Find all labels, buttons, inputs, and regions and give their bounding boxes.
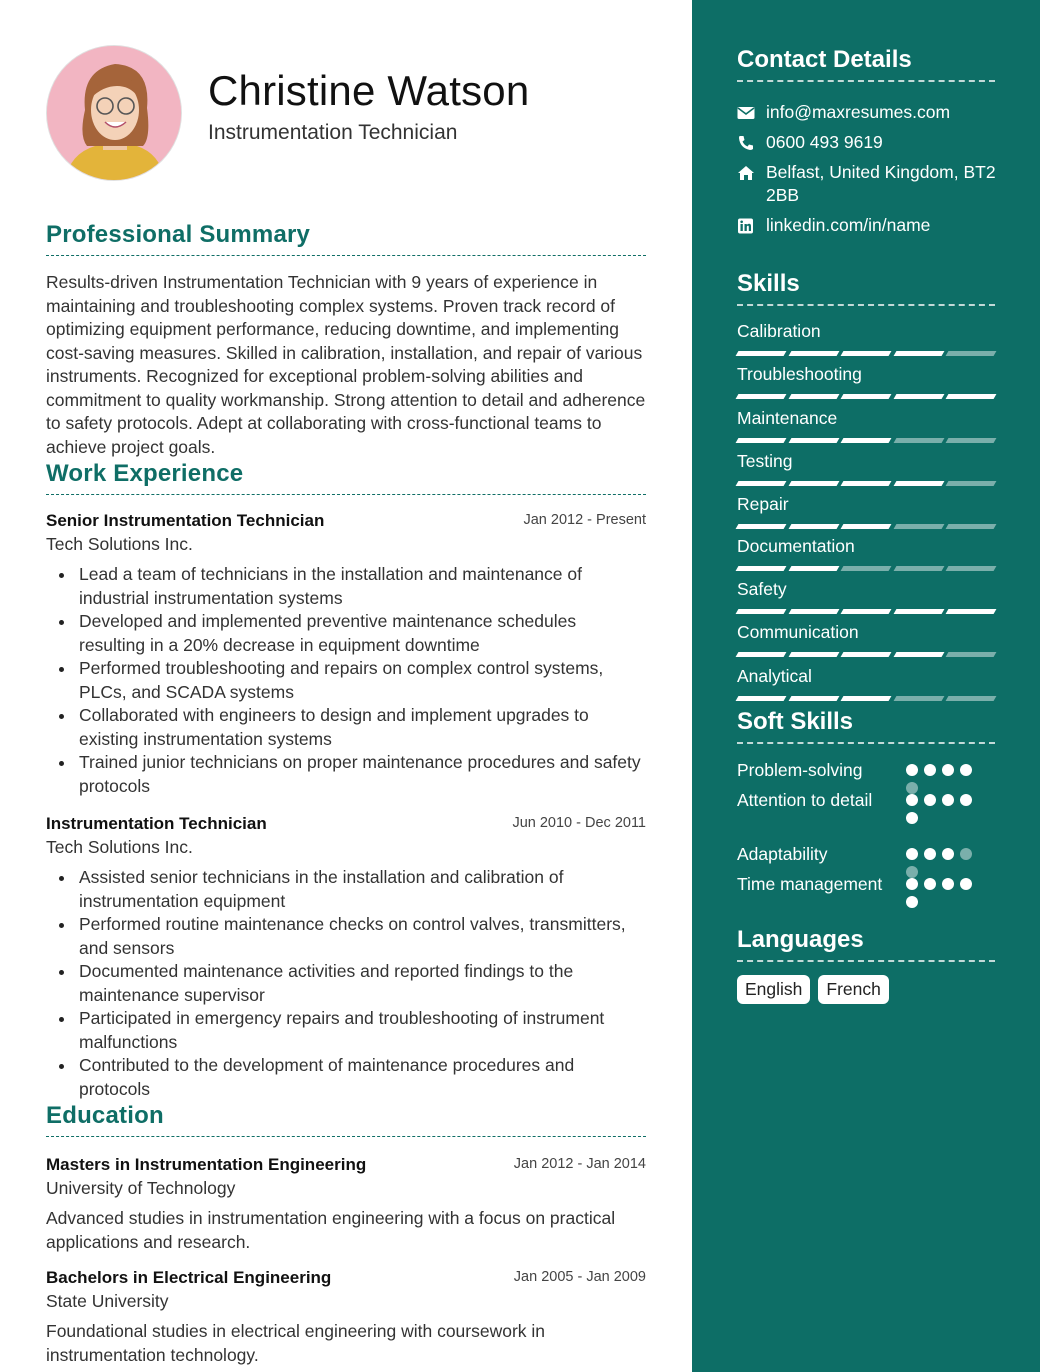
skill-level-segment	[788, 438, 838, 443]
skill-item	[737, 321, 995, 356]
skill-label: Maintenance	[737, 408, 838, 428]
skill-level-segment	[788, 566, 838, 571]
job-bullet: Participated in emergency repairs and troubleshooting of instrument malfunctions	[46, 1007, 646, 1054]
job-bullet: Developed and implemented preventive maintenance schedules resulting in a 20% decrease in equipment downtime	[46, 610, 646, 657]
skill-level-segment	[736, 524, 786, 529]
soft-skill-label: Attention to detail	[737, 790, 873, 810]
skill-level-segment	[736, 481, 786, 486]
experience-title: Work Experience	[46, 460, 646, 495]
job-bullet: Documented maintenance activities and reported findings to the maintenance supervisor	[46, 960, 646, 1007]
rating-dot	[960, 848, 972, 860]
job-entry	[46, 814, 646, 1101]
contact-address-text: Belfast, United Kingdom, BT2 2BB	[766, 162, 996, 205]
rating-dot	[924, 794, 936, 806]
education-date: Jan 2012 - Jan 2014	[513, 1156, 646, 1172]
language-tag: English	[737, 975, 810, 1004]
candidate-name: Christine Watson	[208, 67, 530, 114]
skill-item	[737, 666, 995, 701]
contact-address	[737, 161, 997, 207]
job-title: Instrumentation Technician	[46, 814, 267, 833]
skill-level-segment	[893, 438, 943, 443]
contact-email-text: info@maxresumes.com	[766, 102, 951, 122]
profile-photo	[47, 46, 182, 181]
skill-item	[737, 451, 995, 486]
rating-dot	[924, 878, 936, 890]
rating-dot	[906, 794, 918, 806]
skill-level-segment	[736, 696, 786, 701]
skill-level-segment	[893, 652, 943, 657]
skill-level-segment	[841, 652, 891, 657]
skill-level-segment	[841, 609, 891, 614]
skill-level-segment	[893, 481, 943, 486]
skill-level-segment	[736, 652, 786, 657]
home-icon	[737, 165, 755, 181]
skill-level-bar	[737, 524, 995, 529]
rating-dot	[942, 848, 954, 860]
rating-dot	[906, 866, 918, 878]
rating-dot	[942, 794, 954, 806]
skill-level-bar	[737, 696, 995, 701]
job-bullet: Trained junior technicians on proper maintenance procedures and safety protocols	[46, 751, 646, 798]
skill-item	[737, 364, 995, 399]
skill-level-bar	[737, 566, 995, 571]
skill-level-segment	[788, 481, 838, 486]
skill-level-segment	[788, 394, 838, 399]
degree-title: Masters in Instrumentation Engineering	[46, 1155, 367, 1174]
rating-dot	[906, 764, 918, 776]
avatar	[46, 45, 182, 181]
job-bullet: Performed routine maintenance checks on control valves, transmitters, and sensors	[46, 913, 646, 960]
school-name: University of Technology	[46, 1178, 236, 1198]
skill-level-segment	[893, 609, 943, 614]
skill-level-segment	[841, 696, 891, 701]
linkedin-icon	[737, 218, 755, 234]
job-bullet: Collaborated with engineers to design and implement upgrades to existing instrumentation systems	[46, 704, 646, 751]
skill-level-segment	[841, 524, 891, 529]
candidate-role: Instrumentation Technician	[208, 121, 458, 144]
school-name: State University	[46, 1291, 169, 1311]
soft-skill-rating	[906, 794, 986, 824]
skill-level-segment	[946, 438, 996, 443]
rating-dot	[906, 848, 918, 860]
sidebar	[692, 0, 1040, 1372]
skill-item	[737, 494, 995, 529]
skill-level-segment	[736, 394, 786, 399]
rating-dot	[906, 782, 918, 794]
education-title: Education	[46, 1102, 646, 1137]
skill-label: Testing	[737, 451, 793, 471]
rating-dot	[942, 878, 954, 890]
rating-dot	[906, 878, 918, 890]
skill-level-segment	[788, 524, 838, 529]
rating-dot	[906, 812, 918, 824]
skill-level-segment	[946, 609, 996, 614]
skill-level-segment	[736, 609, 786, 614]
skill-level-segment	[841, 481, 891, 486]
skill-item	[737, 579, 995, 614]
skills-title: Skills	[737, 270, 995, 306]
rating-dot	[960, 764, 972, 776]
rating-dot	[960, 878, 972, 890]
skill-level-bar	[737, 652, 995, 657]
skill-label: Documentation	[737, 536, 855, 556]
skill-label: Calibration	[737, 321, 821, 341]
contact-phone[interactable]	[737, 131, 997, 154]
skill-level-bar	[737, 351, 995, 356]
skill-level-segment	[946, 652, 996, 657]
rating-dot	[960, 794, 972, 806]
job-company: Tech Solutions Inc.	[46, 534, 193, 554]
skill-level-bar	[737, 438, 995, 443]
rating-dot	[924, 764, 936, 776]
rating-dot	[924, 848, 936, 860]
skill-level-segment	[946, 566, 996, 571]
job-bullet: Performed troubleshooting and repairs on complex control systems, PLCs, and SCADA systems	[46, 657, 646, 704]
contact-title: Contact Details	[737, 46, 995, 82]
languages-title: Languages	[737, 926, 995, 962]
rating-dot	[942, 764, 954, 776]
job-bullets	[46, 866, 646, 1101]
job-bullets	[46, 563, 646, 798]
languages-list	[737, 975, 889, 1004]
skill-level-segment	[841, 438, 891, 443]
summary-title: Professional Summary	[46, 221, 646, 256]
contact-linkedin[interactable]	[737, 214, 997, 237]
skill-level-segment	[893, 524, 943, 529]
skill-level-segment	[736, 438, 786, 443]
skill-item	[737, 408, 995, 443]
skill-level-segment	[841, 351, 891, 356]
skill-level-segment	[893, 566, 943, 571]
contact-list	[737, 101, 997, 244]
skill-level-segment	[946, 351, 996, 356]
education-entry	[46, 1268, 646, 1367]
skill-level-segment	[893, 351, 943, 356]
skill-level-segment	[841, 394, 891, 399]
language-tag: French	[818, 975, 888, 1004]
job-date: Jan 2012 - Present	[523, 512, 646, 528]
summary-text: Results-driven Instrumentation Technician with 9 years of experience in maintaining and troubleshooting complex systems. Proven track record of optimizing equipment performance, reducing downtime, and implementing cost-saving measures. Skilled in calibration, installation, and repair of various instruments. Recognized for exceptional problem-solving abilities and commitment to quality workmanship. Strong attention to detail and adherence to safety protocols. Adept at collaborating with cross-functional teams to achieve project goals.	[46, 272, 646, 457]
skill-level-segment	[788, 351, 838, 356]
skill-level-segment	[893, 696, 943, 701]
skill-level-segment	[946, 696, 996, 701]
soft-skill-label: Adaptability	[737, 844, 828, 864]
skill-label: Analytical	[737, 666, 812, 686]
education-date: Jan 2005 - Jan 2009	[513, 1269, 646, 1285]
soft-skill-rating	[906, 764, 986, 794]
soft-skills-title: Soft Skills	[737, 708, 995, 744]
skill-level-segment	[946, 481, 996, 486]
skill-level-segment	[946, 524, 996, 529]
job-bullet: Assisted senior technicians in the installation and calibration of instrumentation equipment	[46, 866, 646, 913]
resume-header	[46, 45, 646, 183]
skill-label: Repair	[737, 494, 789, 514]
skill-level-segment	[736, 566, 786, 571]
job-title: Senior Instrumentation Technician	[46, 511, 325, 530]
education-entry	[46, 1155, 646, 1254]
skill-level-segment	[893, 394, 943, 399]
contact-linkedin-text: linkedin.com/in/name	[766, 215, 931, 235]
envelope-icon	[737, 105, 755, 121]
job-date: Jun 2010 - Dec 2011	[512, 815, 646, 831]
skill-level-bar	[737, 394, 995, 399]
soft-skill-rating	[906, 878, 986, 908]
skill-item	[737, 536, 995, 571]
job-bullet: Contributed to the development of maintenance procedures and protocols	[46, 1054, 646, 1101]
job-bullet: Lead a team of technicians in the installation and maintenance of industrial instrumentation systems	[46, 563, 646, 610]
skill-level-bar	[737, 609, 995, 614]
degree-title: Bachelors in Electrical Engineering	[46, 1268, 332, 1287]
skill-level-bar	[737, 481, 995, 486]
rating-dot	[906, 896, 918, 908]
education-desc: Foundational studies in electrical engineering with coursework in instrumentation technology.	[46, 1321, 546, 1365]
education-desc: Advanced studies in instrumentation engineering with a focus on practical applications and research.	[46, 1208, 616, 1252]
soft-skill-rating	[906, 848, 986, 878]
soft-skill-label: Problem-solving	[737, 760, 863, 780]
skill-level-segment	[788, 609, 838, 614]
phone-icon	[737, 135, 755, 151]
soft-skill-label: Time management	[737, 874, 883, 894]
job-entry	[46, 511, 646, 798]
skill-level-segment	[788, 652, 838, 657]
skill-level-segment	[736, 351, 786, 356]
contact-phone-text: 0600 493 9619	[766, 132, 883, 152]
skill-level-segment	[841, 566, 891, 571]
job-company: Tech Solutions Inc.	[46, 837, 193, 857]
skill-label: Communication	[737, 622, 859, 642]
skill-label: Troubleshooting	[737, 364, 862, 384]
skill-level-segment	[788, 696, 838, 701]
skill-level-segment	[946, 394, 996, 399]
skill-item	[737, 622, 995, 657]
contact-email[interactable]	[737, 101, 997, 124]
skill-label: Safety	[737, 579, 787, 599]
